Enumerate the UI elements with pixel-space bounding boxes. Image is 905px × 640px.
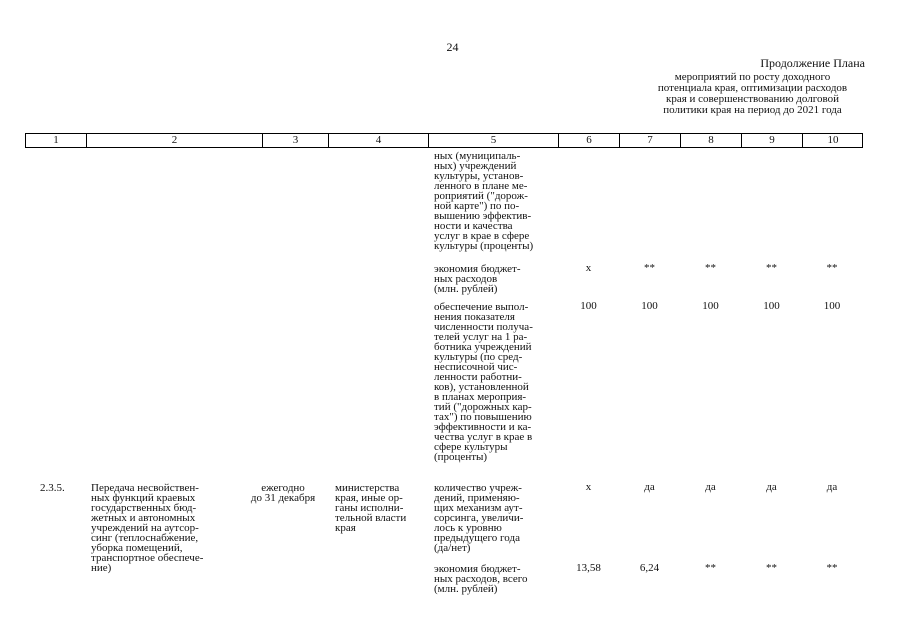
cell-line: ганы исполни- bbox=[335, 502, 404, 514]
continuation-label: Продолжение Плана bbox=[760, 56, 865, 70]
plan-title bbox=[640, 72, 865, 116]
value-cell: да bbox=[826, 481, 838, 493]
value-cell: 100 bbox=[763, 300, 780, 312]
cell-line: в планах мероприя- bbox=[434, 391, 527, 403]
value-cell: да bbox=[766, 481, 777, 493]
cell-line: министерства bbox=[335, 482, 400, 494]
column-header: 3 bbox=[263, 134, 329, 147]
cell-line: эффективности и ка- bbox=[434, 421, 532, 433]
column-header: 9 bbox=[742, 134, 803, 147]
cell-line: жетных и автономных bbox=[91, 512, 196, 524]
cell-line: обеспечение выпол- bbox=[434, 301, 529, 313]
cell-line: государственных бюд- bbox=[91, 502, 197, 514]
plan-title-line: края и совершенствованию долговой bbox=[666, 93, 839, 105]
cell-line: тах") по повышению bbox=[434, 411, 532, 423]
cell-line: ежегодно bbox=[261, 482, 305, 494]
table-cell-indicator bbox=[434, 151, 564, 251]
cell-line: лось к уровню bbox=[434, 522, 502, 534]
value-cell: ** bbox=[705, 562, 716, 574]
cell-line: нения показателя bbox=[434, 311, 515, 323]
column-header: 5 bbox=[429, 134, 559, 147]
cell-line: количество учреж- bbox=[434, 482, 522, 494]
cell-line: предыдущего года bbox=[434, 532, 520, 544]
value-cell: ** bbox=[826, 262, 838, 274]
cell-line: культуры (по сред- bbox=[434, 351, 523, 363]
table-cell-deadline bbox=[238, 483, 328, 503]
value-cell: ** bbox=[705, 262, 716, 274]
cell-line: культуры (проценты) bbox=[434, 240, 534, 252]
value-cell: да bbox=[705, 481, 716, 493]
cell-line: ков), установленной bbox=[434, 381, 529, 393]
cell-line: тельной власти bbox=[335, 512, 407, 524]
table-cell-indicator bbox=[434, 302, 564, 462]
cell-line: ных расходов bbox=[434, 273, 498, 285]
cell-line: дений, применяю- bbox=[434, 492, 520, 504]
plan-title-line: политики края на период до 2021 года bbox=[663, 104, 842, 116]
cell-line: несписочной чис- bbox=[434, 361, 518, 373]
value-cell: да bbox=[644, 481, 655, 493]
value-cell: 100 bbox=[702, 300, 719, 312]
cell-line: сфере культуры bbox=[434, 441, 508, 453]
value-cell: ** bbox=[766, 262, 777, 274]
value-cell: 100 bbox=[641, 300, 658, 312]
table-cell-indicator bbox=[434, 483, 564, 553]
cell-line: ных расходов, всего bbox=[434, 573, 528, 585]
cell-line: края, иные ор- bbox=[335, 492, 403, 504]
table-column-header-row bbox=[25, 133, 863, 148]
column-header: 1 bbox=[26, 134, 87, 147]
cell-line: до 31 декабря bbox=[250, 492, 316, 504]
cell-line: ленного в плане ме- bbox=[434, 180, 528, 192]
cell-line: учреждений на аутсор- bbox=[91, 522, 199, 534]
column-header: 7 bbox=[620, 134, 681, 147]
cell-line: (млн. рублей) bbox=[434, 583, 498, 595]
cell-line: ных функций краевых bbox=[91, 492, 196, 504]
cell-line: ной карте") по по- bbox=[434, 200, 520, 212]
column-header: 2 bbox=[87, 134, 263, 147]
cell-line: услуг в крае в сфере bbox=[434, 230, 530, 242]
table-cell-measure bbox=[91, 483, 241, 573]
cell-line: Передача несвойствен- bbox=[91, 482, 199, 494]
cell-line: вышению эффектив- bbox=[434, 210, 532, 222]
cell-line: экономия бюджет- bbox=[434, 263, 521, 275]
table-cell-indicator bbox=[434, 264, 564, 294]
table-cell-responsible bbox=[335, 483, 430, 533]
cell-line: щих механизм аут- bbox=[434, 502, 523, 514]
measure-number: 2.3.5. bbox=[40, 482, 65, 494]
cell-line: (проценты) bbox=[434, 451, 488, 463]
cell-line: телей услуг на 1 ра- bbox=[434, 331, 528, 343]
cell-line: сорсинга, увеличи- bbox=[434, 512, 524, 524]
cell-line: синг (теплоснабжение, bbox=[91, 532, 199, 544]
value-cell: х bbox=[585, 481, 592, 493]
cell-line: экономия бюджет- bbox=[434, 563, 521, 575]
column-header: 10 bbox=[827, 134, 839, 146]
value-cell: 6,24 bbox=[639, 562, 660, 574]
table-cell-indicator bbox=[434, 564, 564, 594]
value-cell: ** bbox=[826, 562, 838, 574]
cell-line: (да/нет) bbox=[434, 542, 471, 554]
value-cell: ** bbox=[644, 262, 655, 274]
value-cell: х bbox=[585, 262, 592, 274]
cell-line: ности и качества bbox=[434, 220, 513, 232]
cell-line: уборка помещений, bbox=[91, 542, 183, 554]
cell-line: края bbox=[335, 522, 356, 534]
value-cell: 13,58 bbox=[576, 562, 601, 574]
cell-line: ленности работни- bbox=[434, 371, 522, 383]
cell-line: чества услуг в крае в bbox=[434, 431, 533, 443]
plan-title-line: потенциала края, оптимизации расходов bbox=[657, 82, 848, 94]
cell-line: тий ("дорожных кар- bbox=[434, 401, 532, 413]
plan-title-line: мероприятий по росту доходного bbox=[674, 71, 831, 83]
cell-line: (млн. рублей) bbox=[434, 283, 498, 295]
value-cell: ** bbox=[766, 562, 777, 574]
column-header: 4 bbox=[329, 134, 429, 147]
cell-line: роприятий ("дорож- bbox=[434, 190, 528, 202]
cell-line: ных) учреждений bbox=[434, 160, 517, 172]
cell-line: ных (муниципаль- bbox=[434, 150, 521, 162]
cell-line: транспортное обеспече- bbox=[91, 552, 204, 564]
cell-line: ботника учреждений bbox=[434, 341, 532, 353]
cell-line: численности получа- bbox=[434, 321, 533, 333]
column-header: 6 bbox=[559, 134, 620, 147]
value-cell: 100 bbox=[823, 300, 841, 312]
cell-line: культуры, установ- bbox=[434, 170, 524, 182]
page-number: 24 bbox=[446, 40, 459, 54]
cell-line: ние) bbox=[91, 562, 112, 574]
value-cell: 100 bbox=[580, 300, 597, 312]
column-header: 8 bbox=[681, 134, 742, 147]
